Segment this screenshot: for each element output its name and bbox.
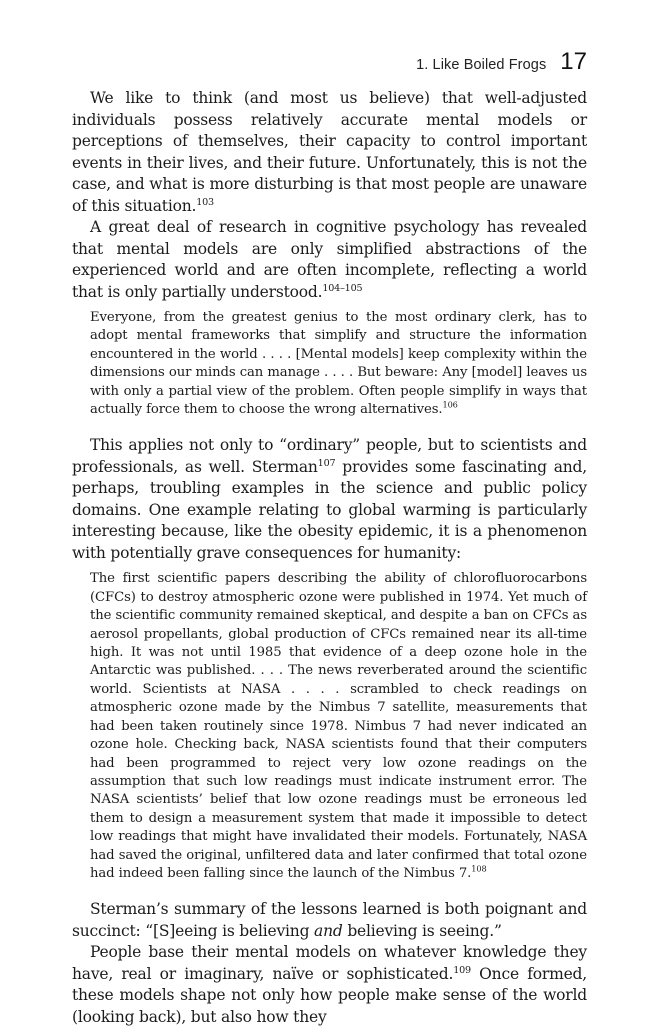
paragraph-text: People base their mental models on whatever knowledge they have, real or imaginary, naïve or sophisticated. <box>72 943 587 983</box>
body-paragraph <box>72 942 587 1028</box>
paragraph-text: This applies not only to “ordinary” people, but to scientists and professionals, as well. Sterman <box>72 436 587 476</box>
quote-text: Everyone, from the greatest genius to the most ordinary clerk, has to adopt mental frameworks that simplify and structure the information encountered in the world . . . . [Mental models] keep complexity within the dimensions our minds can manage . . . . But beware: Any [model] leaves us with only a partial view of the problem. Often people simplify in ways that actually force them to choose the wrong alternatives. <box>90 310 587 418</box>
running-head-chapter: 1. Like Boiled Frogs <box>416 57 547 73</box>
page-number: 17 <box>560 48 587 75</box>
paragraph-text: A great deal of research in cognitive psychology has revealed that mental models are only simplified abstractions of the experienced world and are often incomplete, reflecting a world that is only partially understood. <box>72 218 587 301</box>
block-quote <box>90 570 587 883</box>
paragraph-text: believing is seeing.” <box>342 921 502 940</box>
paragraph-text: Sterman’s summary of the lessons learned is both poignant and succinct: “[S]eeing is believing <box>72 900 587 940</box>
footnote-ref: 106 <box>442 399 458 410</box>
footnote-ref: 108 <box>471 863 487 874</box>
quote-text: The first scientific papers describing the ability of chlorofluorocarbons (CFCs) to destroy atmospheric ozone were published in 1974. Yet much of the scientific community remained skeptical, and despite a ban on CFCs as aerosol propellants, global production of CFCs remained near its all-time high. It was not until 1985 that evidence of a deep ozone hole in the Antarctic was published. . . . The news reverberated around the scientific world. Scientists at NASA . . . . scrambled to check readings on atmospheric ozone made by the Nimbus 7 satellite, measurements that had been taken routinely since 1978. Nimbus 7 had never indicated an ozone hole. Checking back, NASA scientists found that their computers had been programmed to reject very low ozone readings on the assumption that such low readings must indicate instrument error. The NASA scientists’ belief that low ozone readings must be erroneous led them to design a measurement system that made it impossible to detect low readings that might have invalidated their models. Fortunately, NASA had saved the original, unfiltered data and later confirmed that total ozone had indeed been falling since the launch of the Nimbus 7. <box>90 571 587 881</box>
paragraph-text: Once formed, these models shape not only how people make sense of the world (looking back), but also how they <box>72 964 587 1026</box>
body-paragraph <box>72 435 587 564</box>
body-paragraph <box>72 88 587 217</box>
running-head <box>72 48 587 78</box>
block-quote <box>90 309 587 419</box>
paragraph-text: provides some fascinating and, perhaps, troubling examples in the science and public policy domains. One example relating to global warming is particularly interesting because, like the obesity epidemic, it is a phenomenon with potentially grave consequences for humanity: <box>72 457 587 562</box>
paragraph-text: We like to think (and most us believe) that well-adjusted individuals possess relatively accurate mental models or perceptions of themselves, their capacity to control important events in their lives, and their future. Unfortunately, this is not the case, and what is more disturbing is that most people are unaware of this situation. <box>72 89 587 215</box>
footnote-ref: 103 <box>196 196 214 208</box>
footnote-ref: 104–105 <box>322 282 363 294</box>
body-paragraph <box>72 899 587 942</box>
emphasis-text: and <box>314 921 343 940</box>
body-paragraph <box>72 217 587 303</box>
footnote-ref: 107 <box>317 457 336 469</box>
footnote-ref: 109 <box>453 964 471 976</box>
book-page <box>72 48 587 1028</box>
